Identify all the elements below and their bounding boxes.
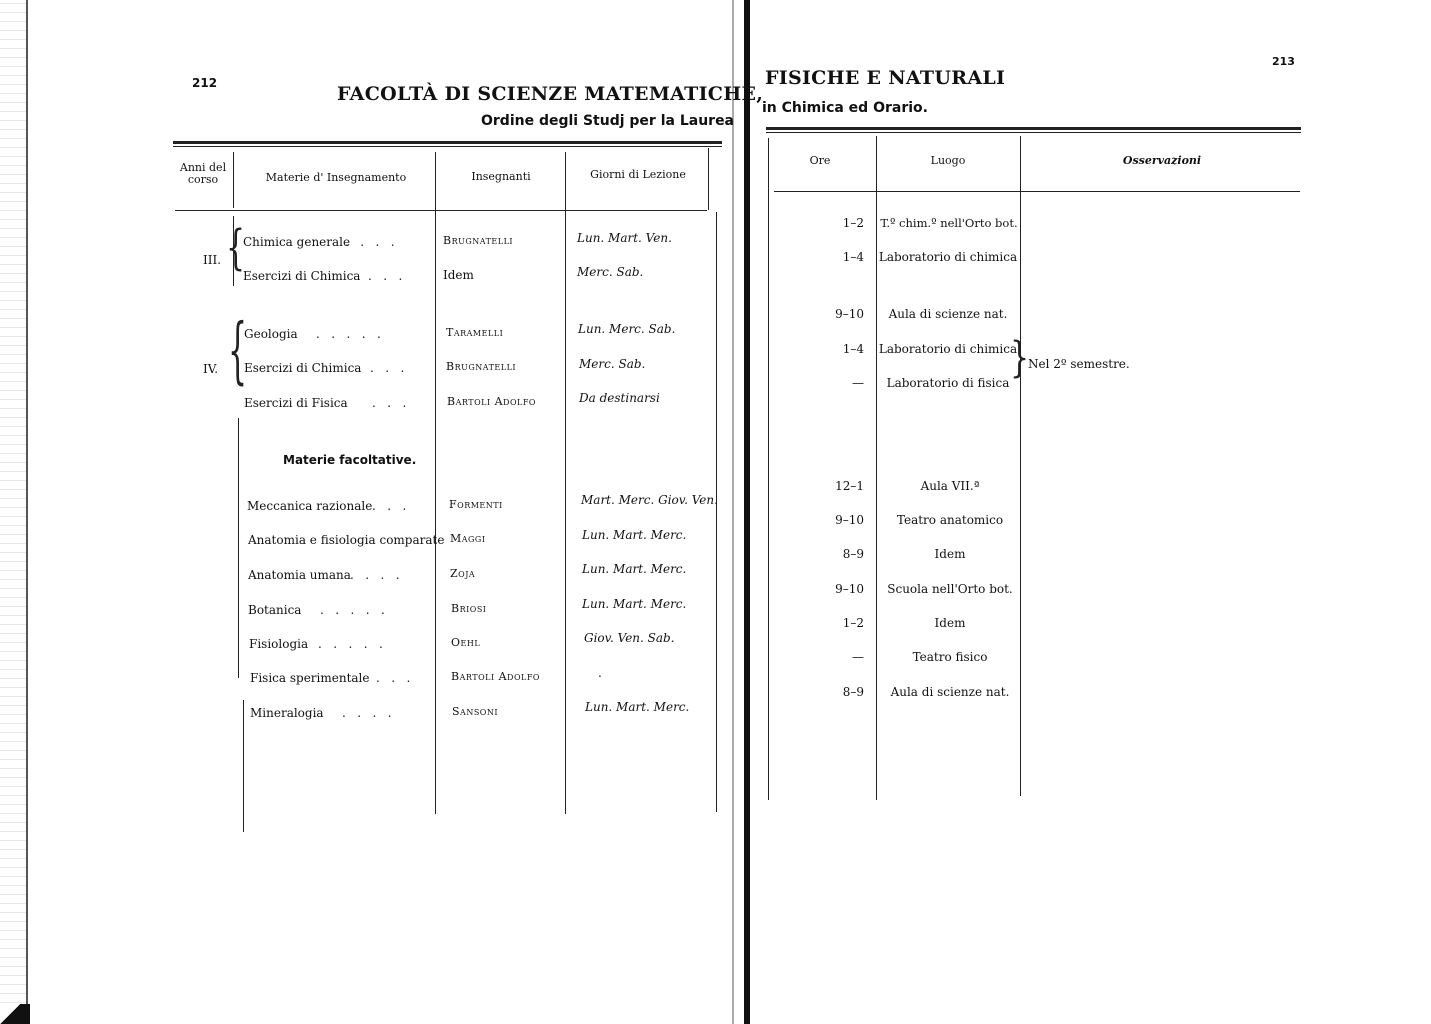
leaders-3: . . .: [370, 361, 405, 375]
luogo-1: Laboratorio di chimica: [878, 250, 1018, 264]
insegnante-10: Bartoli Adolfo: [451, 670, 540, 683]
right-col-line-0: [768, 138, 769, 800]
header-ore: Ore: [809, 154, 831, 167]
materia-0: Chimica generale: [243, 235, 351, 249]
brace-year-3: {: [226, 220, 246, 277]
left-rule-top-thin: [173, 146, 722, 147]
ore-5: 12–1: [835, 479, 864, 493]
left-col-line-2: [435, 152, 436, 814]
leaders-11: . . . .: [342, 706, 392, 720]
insegnante-3: Brugnatelli: [446, 360, 517, 373]
giorni-2: Lun. Merc. Sab.: [578, 322, 676, 336]
right-rule-top-thick: [766, 127, 1301, 130]
ore-1: 1–4: [842, 250, 864, 264]
giorni-0: Lun. Mart. Ven.: [577, 231, 672, 245]
materia-5: Meccanica razionale: [247, 499, 373, 513]
leaders-7: . . . .: [350, 568, 400, 582]
giorni-9: Giov. Ven. Sab.: [584, 631, 675, 645]
gutter-shadow: [732, 0, 734, 1024]
right-col-line-2: [1020, 136, 1021, 796]
giorni-6: Lun. Mart. Merc.: [582, 528, 687, 542]
right-col-line-1: [876, 136, 877, 800]
materia-3: Esercizi di Chimica: [244, 361, 362, 375]
luogo-0: T.º chim.º nell'Orto bot.: [880, 216, 1018, 230]
right-rule-top-thin: [766, 132, 1301, 133]
materia-7: Anatomia umana: [248, 568, 351, 582]
leaders-1: . . .: [368, 269, 403, 283]
luogo-5: Aula VII.ª: [920, 479, 980, 493]
luogo-3: Laboratorio di chimica: [878, 342, 1018, 356]
page-subtitle-left: Ordine degli Studj per la Laurea: [481, 113, 735, 129]
page-number-right: 213: [1272, 55, 1295, 68]
left-col-line-1c: [238, 418, 239, 678]
materia-10: Fisica sperimentale: [250, 671, 370, 685]
materia-8: Botanica: [248, 603, 302, 617]
left-header-rule: [175, 210, 707, 211]
left-col-line-1d: [243, 700, 244, 832]
leaders-10: . . .: [376, 671, 411, 685]
ore-2: 9–10: [835, 307, 864, 321]
luogo-9: Idem: [934, 616, 966, 630]
header-giorni: Giorni di Lezione: [590, 168, 686, 181]
giorni-11: Lun. Mart. Merc.: [585, 700, 690, 714]
insegnante-7: Zoja: [450, 567, 476, 580]
header-anni: Anni del corso: [179, 161, 227, 186]
luogo-6: Teatro anatomico: [896, 513, 1004, 527]
insegnante-6: Maggi: [450, 532, 486, 545]
ore-7: 8–9: [842, 547, 864, 561]
left-rule-top-thick: [173, 141, 722, 144]
insegnante-5: Formenti: [449, 498, 503, 511]
header-insegnanti: Insegnanti: [471, 170, 531, 183]
brace-year-4: {: [228, 309, 248, 394]
leaders-2: . . . . .: [316, 327, 381, 341]
giorni-8: Lun. Mart. Merc.: [582, 597, 687, 611]
left-edge-line: [26, 0, 28, 1024]
luogo-4: Laboratorio di fisica: [886, 376, 1010, 390]
leaders-5: . . .: [372, 499, 407, 513]
ore-11: 8–9: [842, 685, 864, 699]
left-col-line-4b: [716, 212, 717, 812]
ore-8: 9–10: [835, 582, 864, 596]
materia-9: Fisiologia: [249, 637, 309, 651]
giorni-5: Mart. Merc. Giov. Ven.: [581, 493, 718, 507]
page-title-left: FACOLTÀ DI SCIENZE MATEMATICHE,: [337, 83, 764, 105]
materia-11: Mineralogia: [250, 706, 324, 720]
gutter: [744, 0, 750, 1024]
ore-10: —: [852, 650, 864, 664]
insegnante-2: Taramelli: [446, 326, 504, 339]
leaders-4: . . .: [372, 396, 407, 410]
left-col-line-4: [708, 148, 709, 210]
header-luogo: Luogo: [930, 154, 966, 167]
giorni-3: Merc. Sab.: [579, 357, 646, 371]
ore-6: 9–10: [835, 513, 864, 527]
giorni-7: Lun. Mart. Merc.: [582, 562, 687, 576]
left-scan-edge: [0, 0, 28, 1024]
leaders-0: . . . .: [345, 235, 395, 249]
facoltative-heading: Materie facoltative.: [283, 453, 417, 467]
luogo-2: Aula di scienze nat.: [888, 307, 1008, 321]
left-col-line-1a: [233, 152, 234, 208]
luogo-7: Idem: [934, 547, 966, 561]
left-col-line-3: [565, 152, 566, 814]
leaders-9: . . . . .: [318, 637, 383, 651]
giorni-4: Da destinarsi: [579, 391, 660, 405]
insegnante-9: Oehl: [451, 636, 481, 649]
note-semestre: Nel 2º semestre.: [1028, 357, 1130, 371]
page-title-right: FISICHE E NATURALI: [765, 67, 1006, 89]
ore-0: 1–2: [842, 216, 864, 230]
right-header-rule: [774, 191, 1300, 192]
brace-note: {: [1010, 333, 1030, 383]
materia-1: Esercizi di Chimica: [243, 269, 361, 283]
luogo-8: Scuola nell'Orto bot.: [887, 582, 1013, 596]
header-osservazioni: Osservazioni: [1122, 154, 1202, 167]
materia-6: Anatomia e fisiologia comparate: [248, 533, 445, 547]
insegnante-8: Briosi: [451, 602, 487, 615]
insegnante-1: Idem: [443, 268, 474, 282]
luogo-10: Teatro fisico: [912, 650, 988, 664]
insegnante-0: Brugnatelli: [443, 234, 514, 247]
page-number-left: 212: [192, 76, 218, 90]
page-subtitle-right: in Chimica ed Orario.: [762, 100, 928, 116]
leaders-8: . . . . .: [320, 603, 385, 617]
year-label-4: IV.: [203, 362, 219, 376]
materia-2: Geologia: [244, 327, 298, 341]
luogo-11: Aula di scienze nat.: [890, 685, 1010, 699]
header-materie: Materie d' Insegnamento: [265, 171, 407, 184]
year-label-3: III.: [203, 253, 222, 267]
giorni-1: Merc. Sab.: [577, 265, 644, 279]
materia-4: Esercizi di Fisica: [244, 396, 348, 410]
ore-4: —: [852, 376, 864, 390]
giorni-10: .: [598, 666, 620, 680]
ore-3: 1–4: [842, 342, 864, 356]
scan-corner-mark: [0, 1004, 30, 1024]
ore-9: 1–2: [842, 616, 864, 630]
insegnante-4: Bartoli Adolfo: [447, 395, 536, 408]
insegnante-11: Sansoni: [452, 705, 499, 718]
